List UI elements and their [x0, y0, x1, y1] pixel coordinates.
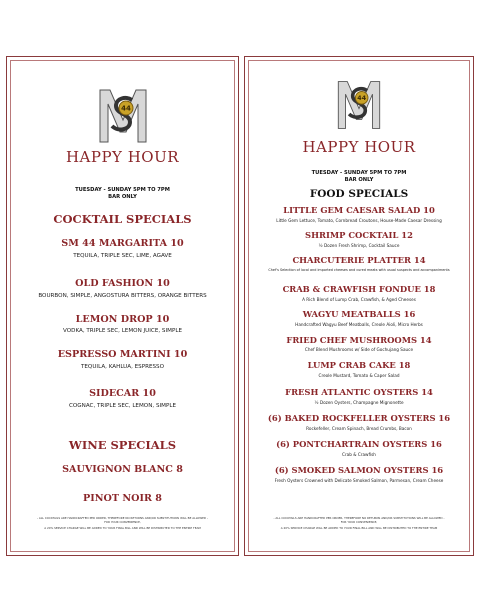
footer-note: - ALL COCKTAILS ARE HANDCRAFTED PER ORDER, THEREFORE NO RETURNS AND/OR SUBSTITUTIONS WILL BE ALLOWED -: [273, 516, 445, 520]
menu-item-name: (6) PONTCHARTRAIN OYSTERS 16: [276, 439, 442, 449]
menu-item-name: LUMP CRAB CAKE 18: [307, 360, 411, 370]
menu-item-desc: TEQUILA, KAHLUA, ESPRESSO: [80, 364, 165, 370]
menu-item-desc: Crab & Crawfish: [342, 452, 376, 457]
menu-item-name: WAGYU MEATBALLS 16: [302, 309, 416, 319]
food-specials-heading: FOOD SPECIALS: [309, 188, 409, 200]
bar-only-text: BAR ONLY: [344, 177, 374, 183]
menu-item-desc: Fresh Oysters Crowned with Delicate Smoked Salmon, Parmesan, Cream Cheese: [274, 478, 444, 483]
menu-item-desc: ½ Dozen Fresh Shrimp, Cocktail Sauce: [318, 243, 400, 248]
menu-item-desc: VODKA, TRIPLE SEC, LEMON JUICE, SIMPLE: [63, 328, 182, 334]
footer-note: - ALL COCKTAILS ARE HANDCRAFTED PER ORDER, THEREFORE NO RETURNS AND/OR SUBSTITUTIONS WILL BE ALLOWED -: [37, 516, 208, 520]
menu-item-name: SM 44 MARGARITA 10: [61, 238, 184, 249]
wine-item: PINOT NOIR 8: [83, 493, 162, 504]
menu-item-desc: Rockefeller, Cream Spinach, Bread Crumbs, Bacon: [306, 426, 412, 431]
menu-item-name: LITTLE GEM CAESAR SALAD 10: [283, 205, 435, 215]
menu-item-name: LEMON DROP 10: [75, 314, 170, 325]
svg-text:44: 44: [357, 95, 367, 103]
footer-note: FOR YOUR CONVENIENCE,: [104, 520, 141, 524]
cocktail-specials-heading: COCKTAIL SPECIALS: [53, 212, 192, 226]
cocktail-menu-card: [6, 56, 239, 556]
menu-item-name: (6) SMOKED SALMON OYSTERS 16: [274, 465, 444, 475]
menu-item-desc: COGNAC, TRIPLE SEC, LEMON, SIMPLE: [69, 403, 176, 409]
bar-only-text: BAR ONLY: [108, 194, 137, 200]
wine-item: SAUVIGNON BLANC 8: [62, 464, 183, 475]
menu-item-desc: Little Gem Lettuce, Tomato, Cornbread Croutons, House-Made Caesar Dressing: [276, 218, 442, 223]
menu-item-name: SHRIMP COCKTAIL 12: [305, 230, 413, 240]
footer-note: A 20% SERVICE CHARGE WILL BE ADDED TO YOUR FINAL BILL AND WILL BE DISTRIBUTED TO THE ENTIRE TEAM: [44, 526, 201, 530]
wine-specials-heading: WINE SPECIALS: [68, 438, 177, 452]
menu-item-name: CHARCUTERIE PLATTER 14: [292, 255, 426, 265]
menu-item-name: (6) BAKED ROCKFELLER OYSTERS 16: [267, 413, 451, 423]
menu-item-name: FRIED CHEF MUSHROOMS 14: [286, 335, 432, 345]
menu-item-desc: ½ Dozen Oysters, Champagne Mignonette: [314, 400, 404, 405]
hours-text: TUESDAY - SUNDAY 5PM TO 7PM: [75, 187, 170, 193]
menu-item-name: ESPRESSO MARTINI 10: [57, 349, 188, 360]
menu-item-desc: BOURBON, SIMPLE, ANGOSTURA BITTERS, ORANGE BITTERS: [38, 293, 207, 299]
menu-item-desc: Chef Blend Mushrooms w/ Side of Gochujang Sauce: [304, 347, 414, 352]
menu-item-desc: Creole Mustard, Tomato & Caper Salad: [318, 373, 400, 378]
svg-text:44: 44: [120, 104, 131, 113]
footer-note: FOR YOUR CONVENIENCE,: [340, 520, 378, 524]
page-title: HAPPY HOUR: [65, 148, 180, 166]
sm-logo-icon: [334, 78, 384, 132]
menu-item-desc: TEQUILA, TRIPLE SEC, LIME, AGAVE: [73, 253, 172, 259]
menu-item-name: OLD FASHION 10: [75, 278, 170, 289]
hours-text: TUESDAY - SUNDAY 5PM TO 7PM: [311, 170, 407, 176]
menu-item-name: SIDECAR 10: [89, 388, 156, 399]
page-title: HAPPY HOUR: [302, 138, 416, 156]
menu-item-desc: Chef's Selection of local and imported cheeses and cured meats with usual suspects and accompaniments: [268, 268, 450, 272]
sm-logo-icon: [96, 86, 150, 146]
footer-note: A 20% SERVICE CHARGE WILL BE ADDED TO YOUR FINAL BILL AND WILL BE DISTRIBUTED TO THE ENTIRE TEAM: [280, 526, 438, 530]
menu-item-name: FRESH ATLANTIC OYSTERS 14: [285, 387, 433, 397]
food-menu-card: [244, 56, 474, 556]
menu-item-name: CRAB & CRAWFISH FONDUE 18: [282, 284, 436, 294]
menu-item-desc: A Rich Blend of Lump Crab, Crawfish, & Aged Cheeses: [302, 297, 416, 302]
menu-item-desc: Handcrafted Wagyu Beef Meatballs, Creole Aioli, Micro Herbs: [295, 322, 423, 327]
